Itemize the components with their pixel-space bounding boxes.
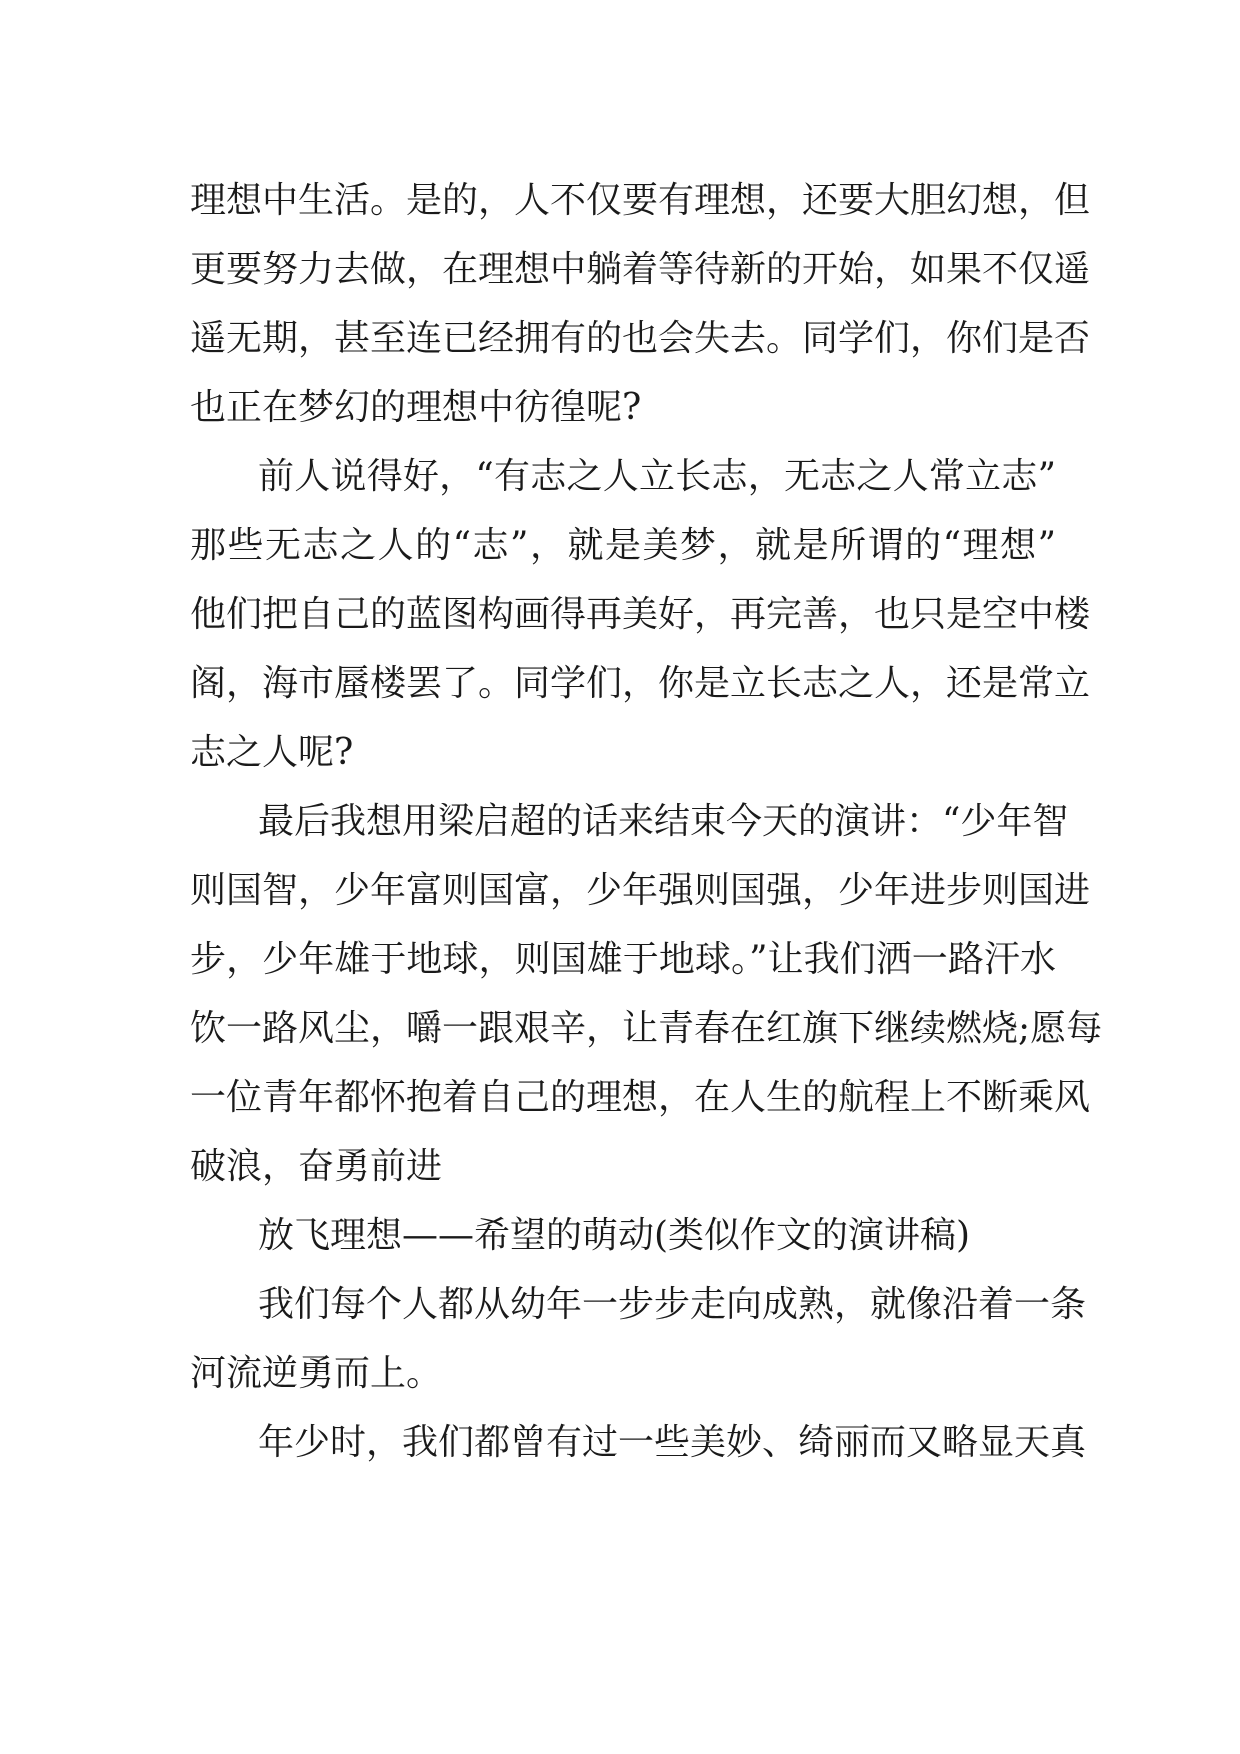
text-line: 河流逆勇而上。	[190, 1353, 443, 1394]
text-line: 志之人呢?	[190, 732, 354, 773]
text-line: 那些无志之人的“志”，就是美梦，就是所谓的“理想”	[190, 525, 1056, 566]
text-line: 也正在梦幻的理想中彷徨呢?	[190, 387, 642, 428]
text-line: 遥无期，甚至连已经拥有的也会失去。同学们，你们是否	[190, 318, 1091, 359]
text-line: 则国智，少年富则国富，少年强则国强，少年进步则国进	[190, 870, 1091, 911]
document-body	[190, 166, 1103, 1477]
text-line: 年少时，我们都曾有过一些美妙、绮丽而又略显天真	[258, 1422, 1087, 1463]
section-heading: 放飞理想——希望的萌动(类似作文的演讲稿)	[258, 1215, 971, 1256]
text-line: 理想中生活。是的，人不仅要有理想，还要大胆幻想，但	[190, 180, 1091, 221]
text-line: 一位青年都怀抱着自己的理想，在人生的航程上不断乘风	[190, 1077, 1091, 1118]
text-line: 我们每个人都从幼年一步步走向成熟，就像沿着一条	[258, 1284, 1087, 1325]
text-line: 破浪，奋勇前进	[190, 1146, 443, 1187]
text-line: 步，少年雄于地球，则国雄于地球。”让我们洒一路汗水	[190, 939, 1056, 980]
text-line: 前人说得好，“有志之人立长志，无志之人常立志”	[258, 456, 1056, 497]
text-line: 饮一路风尘，嚼一跟艰辛，让青春在红旗下继续燃烧;愿每	[190, 1008, 1103, 1049]
text-line: 阁，海市蜃楼罢了。同学们，你是立长志之人，还是常立	[190, 663, 1091, 704]
text-line: 更要努力去做，在理想中躺着等待新的开始，如果不仅遥	[190, 249, 1091, 290]
text-line: 最后我想用梁启超的话来结束今天的演讲：“少年智	[258, 801, 1069, 842]
text-line: 他们把自己的蓝图构画得再美好，再完善，也只是空中楼	[190, 594, 1091, 635]
